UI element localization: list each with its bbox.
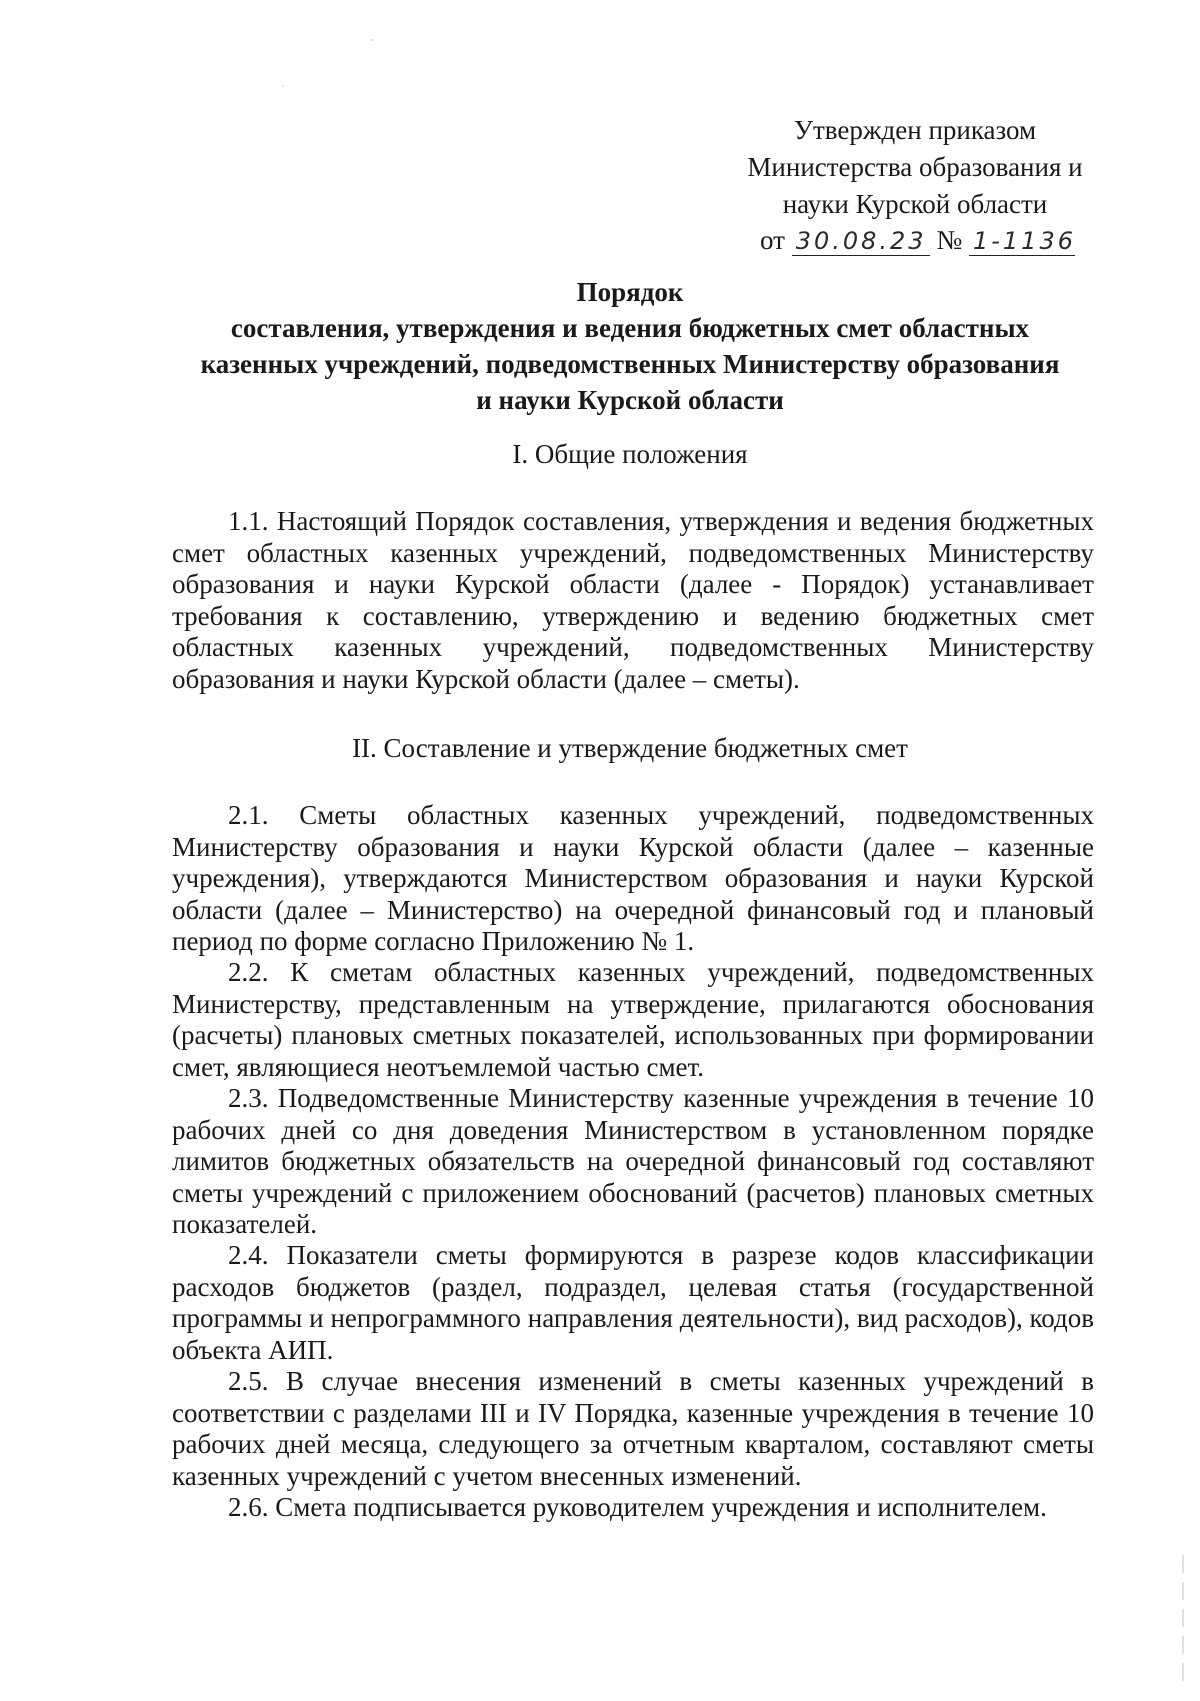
paragraph-1-1: 1.1. Настоящий Порядок составления, утверждения и ведения бюджетных смет областных казенных учреждений, подведомственных Министерству образования и науки Курской области (далее - Порядок) устанавливает требования к составлению, утверждению и ведению бюджетных смет областных казенных учреждений, подведомственных Министерству образования и науки Курской области (далее – сметы). xyxy=(172,506,1094,694)
date-prefix: от xyxy=(760,225,785,255)
paragraph-2-4: 2.4. Показатели сметы формируются в разрезе кодов классификации расходов бюджетов (раздел, подраздел, целевая статья (государственной программы и непрограммного направления деятельности), вид расходов), кодов объекта АИП. xyxy=(172,1240,1094,1365)
number-prefix: № xyxy=(936,225,963,255)
title-line-1: Порядок xyxy=(576,277,684,307)
handwritten-date: 30.08.23 xyxy=(792,227,930,256)
section-1-heading: I. Общие положения xyxy=(512,439,748,469)
approval-line-3: науки Курской области xyxy=(782,189,1048,219)
paragraph-2-5: 2.5. В случае внесения изменений в сметы казенных учреждений в соответствии с разделами III и IV Порядка, казенные учреждения в течение 10 рабочих дней месяца, следующего за отчетным кварталом, составляют сметы казенных учреждений с учетом внесенных изменений. xyxy=(172,1366,1094,1491)
approval-line-2: Министерства образования и xyxy=(747,152,1083,182)
section-2-heading: II. Составление и утверждение бюджетных смет xyxy=(352,733,908,763)
paragraph-2-3: 2.3. Подведомственные Министерству казенные учреждения в течение 10 рабочих дней со дня доведения Министерством в установленном порядке лимитов бюджетных обязательств на очередной финансовый год составляют сметы учреждений с приложением обоснований (расчетов) плановых сметных показателей. xyxy=(172,1083,1094,1239)
title-line-3: казенных учреждений, подведомственных Министерству образования xyxy=(200,349,1060,379)
handwritten-number: 1-1136 xyxy=(969,227,1075,256)
paragraph-2-2: 2.2. К сметам областных казенных учреждений, подведомственных Министерству, представленным на утверждение, прилагаются обоснования (расчеты) плановых сметных показателей, использованных при формировании смет, являющиеся неотъемлемой частью смет. xyxy=(172,957,1094,1082)
title-line-2: составления, утверждения и ведения бюджетных смет областных xyxy=(230,313,1030,343)
paragraph-2-1: 2.1. Сметы областных казенных учреждений, подведомственных Министерству образования и науки Курской области (далее – казенные учреждения), утверждаются Министерством образования и науки Курской области (далее – Министерство) на очередной финансовый год и плановый период по форме согласно Приложению № 1. xyxy=(172,800,1094,956)
paragraph-2-6: 2.6. Смета подписывается руководителем учреждения и исполнителем. xyxy=(228,1492,1047,1522)
approval-line-1: Утвержден приказом xyxy=(793,115,1037,145)
title-line-4: и науки Курской области xyxy=(476,385,784,415)
